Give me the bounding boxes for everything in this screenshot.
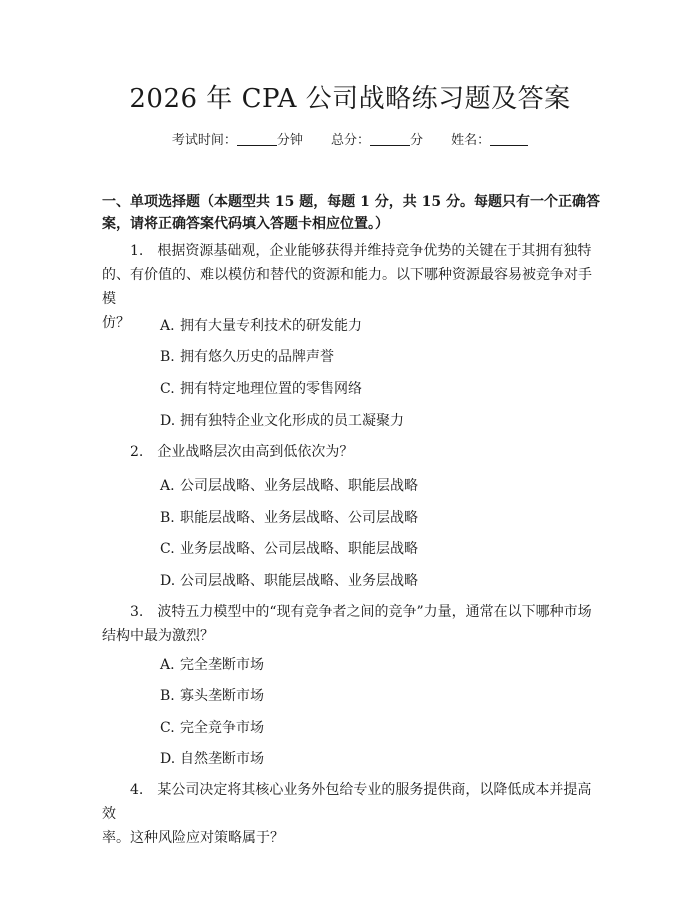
option-3d[interactable] (160, 749, 264, 769)
question-line (102, 600, 600, 624)
total-score-field (331, 131, 423, 151)
option-letter: D. (160, 413, 176, 429)
question-number: 4. (130, 782, 144, 798)
option-letter: C. (160, 541, 175, 557)
option-letter: A. (160, 318, 175, 334)
option-3b[interactable] (160, 686, 264, 706)
option-letter: B. (160, 349, 175, 365)
option-3c[interactable] (160, 718, 264, 738)
score-blank[interactable] (370, 131, 410, 146)
option-1d[interactable] (160, 411, 404, 431)
section-heading (102, 191, 602, 235)
question-text: 根据资源基础观，企业能够获得并维持竞争优势的关键在于其拥有独特 (157, 243, 592, 259)
question-text: 企业战略层次由高到低依次为？ (157, 444, 354, 460)
option-1b[interactable] (160, 347, 334, 367)
question-number: 3. (130, 604, 144, 620)
option-text: 拥有特定地理位置的零售网络 (180, 381, 362, 397)
page-title: 2026 年 CPA 公司战略练习题及答案 (129, 84, 571, 114)
question-line (102, 778, 600, 826)
name-field (451, 131, 528, 151)
question-line: 率。这种风险应对策略属于？ (102, 830, 284, 846)
option-2a[interactable] (160, 476, 418, 496)
option-text: 拥有大量专利技术的研发能力 (180, 318, 362, 334)
option-letter: A. (160, 478, 175, 494)
option-letter: C. (160, 720, 175, 736)
question-number: 1. (130, 243, 144, 259)
name-label: 姓名： (451, 133, 491, 148)
option-text: 完全垄断市场 (180, 657, 264, 673)
question-line: 仿？ (102, 315, 130, 331)
option-text: 公司层战略、职能层战略、业务层战略 (180, 573, 418, 589)
question-text: 波特五力模型中的“现有竞争者之间的竞争”力量，通常在以下哪种市场 (157, 604, 592, 620)
option-1a[interactable] (160, 316, 362, 336)
option-letter: D. (160, 573, 176, 589)
option-text: 拥有悠久历史的品牌声誉 (180, 349, 334, 365)
question-number: 2. (130, 444, 144, 460)
option-1c[interactable] (160, 379, 362, 399)
question-line: 结构中最为激烈？ (102, 628, 214, 644)
option-text: 拥有独特企业文化形成的员工凝聚力 (180, 413, 404, 429)
question-line (102, 440, 600, 464)
question-text: 某公司决定将其核心业务外包给专业的服务提供商，以降低成本并提高效 (102, 782, 592, 822)
score-label: 总分： (330, 133, 370, 148)
option-2c[interactable] (160, 539, 418, 559)
option-letter: B. (160, 688, 175, 704)
question-2 (102, 440, 600, 464)
exam-time-field (172, 131, 303, 151)
time-blank[interactable] (237, 131, 277, 146)
section-heading-line: 案，请将正确答案代码填入答题卡相应位置。） (102, 216, 389, 232)
section-heading-line: 一、单项选择题（本题型共 15 题，每题 1 分，共 15 分。每题只有一个正确答 (102, 194, 600, 210)
option-text: 职能层战略、业务层战略、公司层战略 (180, 510, 418, 526)
score-unit: 分 (410, 133, 424, 148)
option-letter: C. (160, 381, 175, 397)
option-letter: A. (160, 657, 175, 673)
option-text: 业务层战略、公司层战略、职能层战略 (180, 541, 418, 557)
option-text: 自然垄断市场 (180, 751, 264, 767)
option-3a[interactable] (160, 655, 264, 675)
option-letter: D. (160, 751, 176, 767)
name-blank[interactable] (490, 131, 528, 146)
question-3 (102, 600, 600, 648)
option-text: 完全竞争市场 (180, 720, 264, 736)
question-4 (102, 778, 600, 850)
time-unit: 分钟 (276, 133, 303, 148)
time-label: 考试时间： (171, 133, 237, 148)
option-2b[interactable] (160, 508, 418, 528)
exam-meta (0, 131, 700, 151)
option-letter: B. (160, 510, 175, 526)
question-line (102, 239, 600, 263)
option-text: 寡头垄断市场 (180, 688, 264, 704)
option-2d[interactable] (160, 571, 418, 591)
option-text: 公司层战略、业务层战略、职能层战略 (180, 478, 418, 494)
question-line: 的、有价值的、难以模仿和替代的资源和能力。以下哪种资源最容易被竞争对手模 (102, 267, 592, 307)
